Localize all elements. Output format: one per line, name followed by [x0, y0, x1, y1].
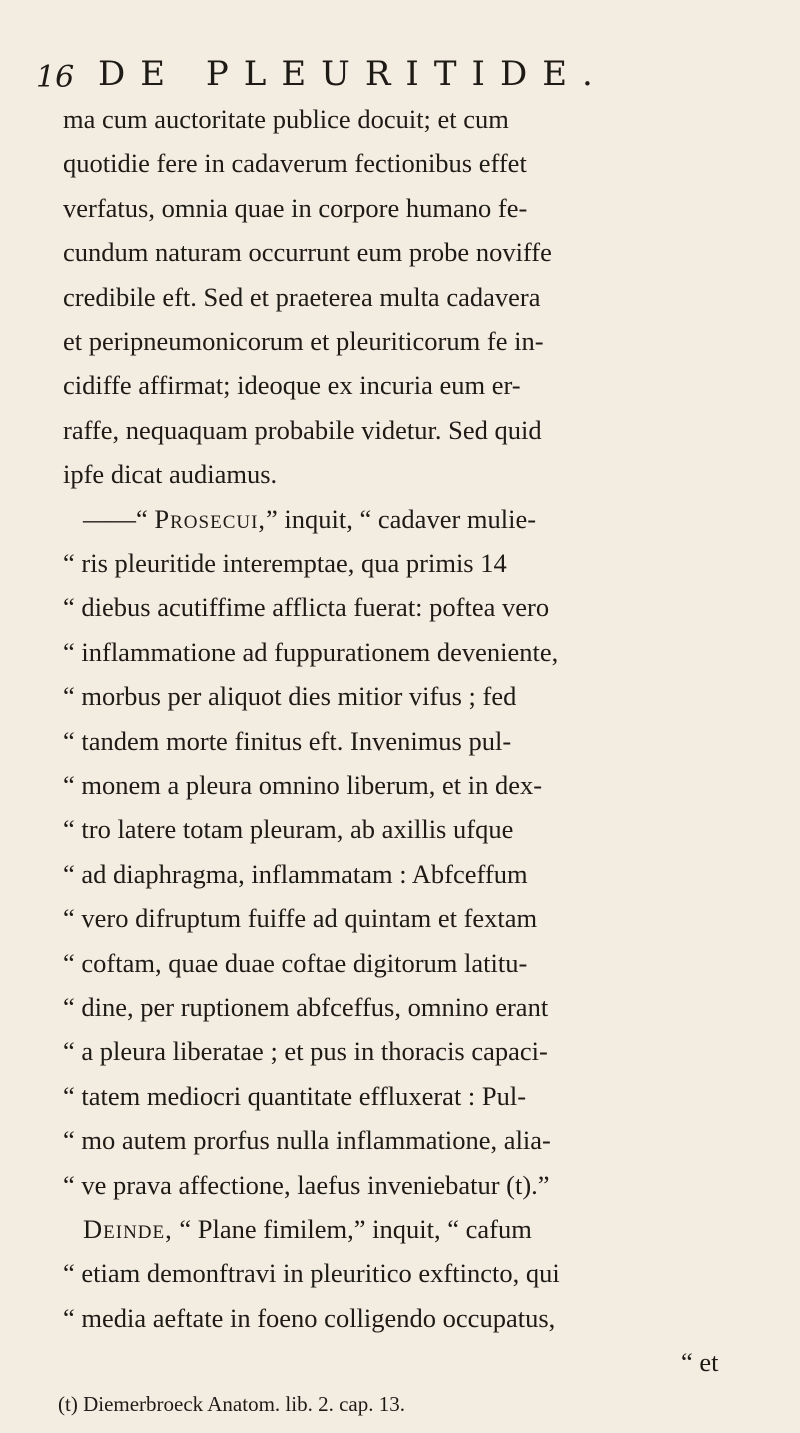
text-line: ——“ Prosecui,” inquit, “ cadaver mulie-	[83, 503, 537, 534]
text-line: “ tatem mediocri quantitate effluxerat : Pul-	[63, 1080, 527, 1111]
text-line: “ morbus per aliquot dies mitior vifus ; fed	[63, 681, 517, 712]
running-head: DE PLEURITIDE.	[98, 54, 608, 94]
text-line: “ tandem morte finitus eft. Invenimus pul-	[63, 725, 512, 756]
text-line: quotidie fere in cadaverum fectionibus effet	[63, 148, 527, 179]
text-line: et peripneumonicorum et pleuriticorum fe in-	[63, 326, 544, 356]
text-line: ipfe dicat audiamus.	[63, 459, 278, 490]
text-line: “ dine, per ruptionem abfceffus, omnino erant	[63, 992, 549, 1022]
text-line: “ ve prava affectione, laefus inveniebatur (t).”	[63, 1169, 550, 1200]
footnote: (t) Diemerbroeck Anatom. lib. 2. cap. 13.	[58, 1392, 405, 1416]
text-line: “ media aeftate in foeno colligendo occupatus,	[63, 1302, 556, 1333]
text-line: verfatus, omnia quae in corpore humano fe-	[63, 192, 528, 223]
text-line: ma cum auctoritate publice docuit; et cum	[63, 104, 509, 134]
text-line: credibile eft. Sed et praeterea multa cadavera	[63, 281, 541, 312]
page-header	[0, 52, 800, 102]
text-line: “ etiam demonftravi in pleuritico exftincto, qui	[63, 1258, 560, 1289]
text-line: “ mo autem prorfus nulla inflammatione, alia-	[63, 1125, 551, 1156]
text-line: “ inflammatione ad fuppurationem deveniente,	[63, 636, 559, 667]
text-line: “ tro latere totam pleuram, ab axillis ufque	[63, 814, 514, 845]
text-line: raffe, nequaquam probabile videtur. Sed quid	[63, 414, 542, 445]
text-line: “ diebus acutiffime afflicta fuerat: poftea vero	[63, 592, 550, 623]
text-line: “ monem a pleura omnino liberum, et in dex-	[63, 770, 543, 800]
text-line: cundum naturam occurrunt eum probe noviffe	[63, 237, 552, 268]
text-line: Deinde, “ Plane fimilem,” inquit, “ cafum	[83, 1214, 532, 1244]
text-line: “ ad diaphragma, inflammatam : Abfceffum	[63, 858, 528, 889]
text-line: “ a pleura liberatae ; et pus in thoracis capaci-	[63, 1036, 548, 1067]
text-line: “ ris pleuritide interemptae, qua primis 14	[63, 548, 507, 578]
text-line: “ vero difruptum fuiffe ad quintam et fextam	[63, 903, 538, 934]
catchword: “ et	[681, 1347, 719, 1378]
text-line: cidiffe affirmat; ideoque ex incuria eum er-	[63, 370, 521, 401]
page-number: 16	[36, 60, 75, 95]
text-line: “ coftam, quae duae coftae digitorum latitu-	[63, 947, 528, 978]
